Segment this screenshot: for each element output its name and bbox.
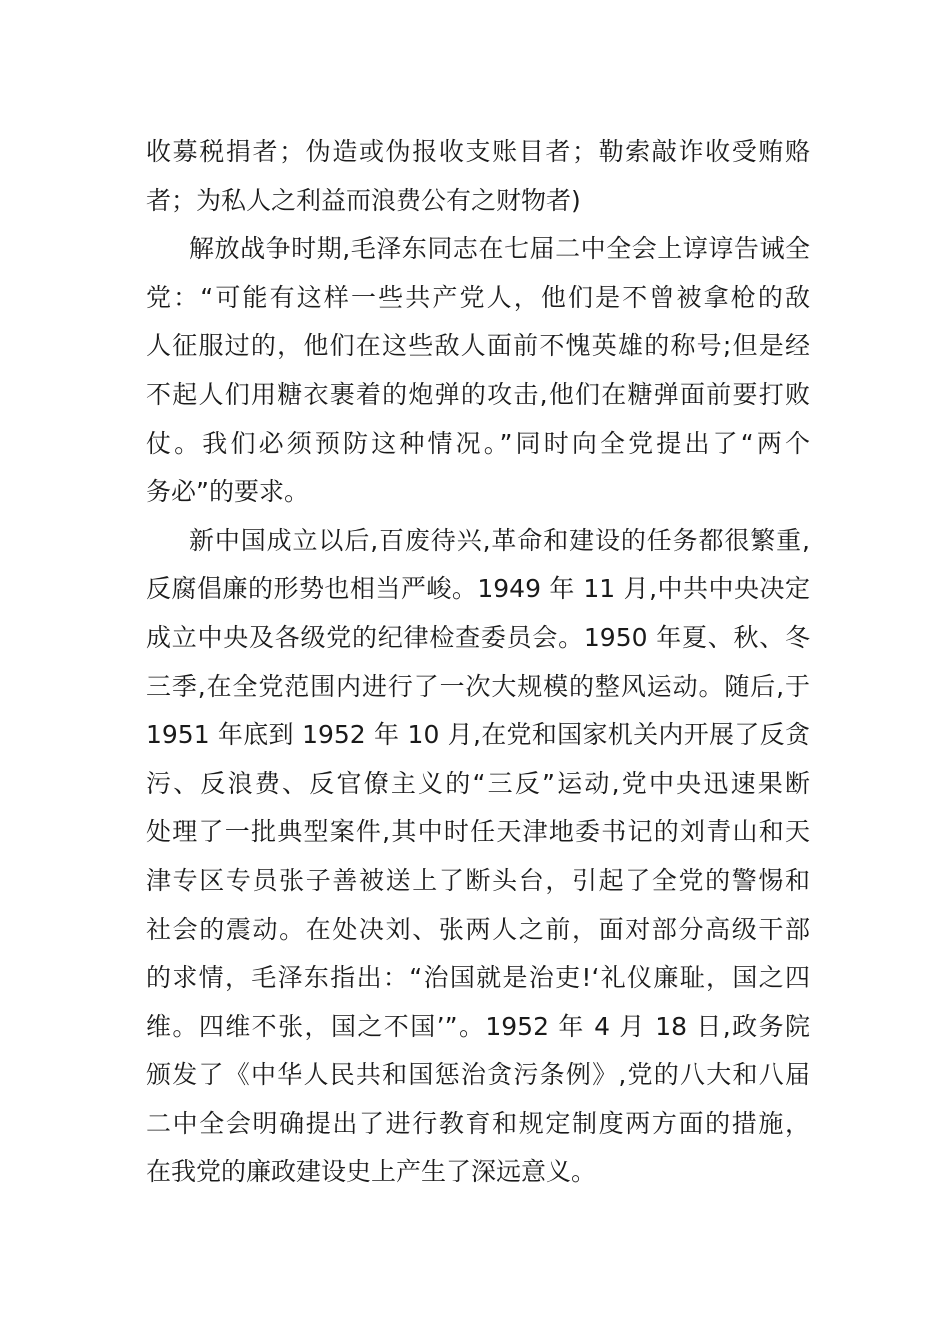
text-line: 的求情，毛泽东指出：“治国就是治吏!‘礼仪廉耻，国之四 [146,963,810,993]
text-line: 社会的震动。在处决刘、张两人之前，面对部分高级干部 [146,914,810,944]
text-line: 津专区专员张子善被送上了断头台，引起了全党的警惕和 [146,865,810,895]
text-line: 新中国成立以后,百废待兴,革命和建设的任务都很繁重, [189,525,810,555]
text-line: 人征服过的，他们在这些敌人面前不愧英雄的称号;但是经 [146,331,810,361]
text-line: 反腐倡廉的形势也相当严峻。1949 年 11 月,中共中央决定 [146,574,810,604]
body-text [146,128,810,1197]
paragraph-2 [146,225,810,517]
text-line: 1951 年底到 1952 年 10 月,在党和国家机关内开展了反贪 [146,720,810,750]
text-line: 仗。我们必须预防这种情况。”同时向全党提出了“两个 [146,428,810,458]
text-line: 务必”的要求。 [146,477,309,507]
text-line: 党：“可能有这样一些共产党人，他们是不曾被拿枪的敌 [146,282,810,312]
text-line: 在我党的廉政建设史上产生了深远意义。 [146,1157,597,1187]
text-line: 不起人们用糖衣裹着的炮弹的攻击,他们在糖弹面前要打败 [146,379,810,409]
text-line: 成立中央及各级党的纪律检查委员会。1950 年夏、秋、冬 [146,622,810,652]
text-line: 二中全会明确提出了进行教育和规定制度两方面的措施， [146,1108,810,1138]
text-line: 解放战争时期,毛泽东同志在七届二中全会上谆谆告诫全 [189,234,810,264]
text-line: 颁发了《中华人民共和国惩治贪污条例》,党的八大和八届 [146,1060,810,1090]
text-line: 收募税捐者；伪造或伪报收支账目者；勒索敲诈收受贿赂 [146,137,810,166]
paragraph-3 [146,517,810,1197]
text-line: 者；为私人之利益而浪费公有之财物者) [146,185,581,215]
text-line: 污、反浪费、反官僚主义的“三反”运动,党中央迅速果断 [146,768,810,798]
text-line: 三季,在全党范围内进行了一次大规模的整风运动。随后,于 [146,671,810,701]
paragraph-1 [146,128,810,225]
text-line: 处理了一批典型案件,其中时任天津地委书记的刘青山和天 [146,817,810,847]
text-line: 维。四维不张，国之不国’”。1952 年 4 月 18 日,政务院 [146,1011,810,1041]
